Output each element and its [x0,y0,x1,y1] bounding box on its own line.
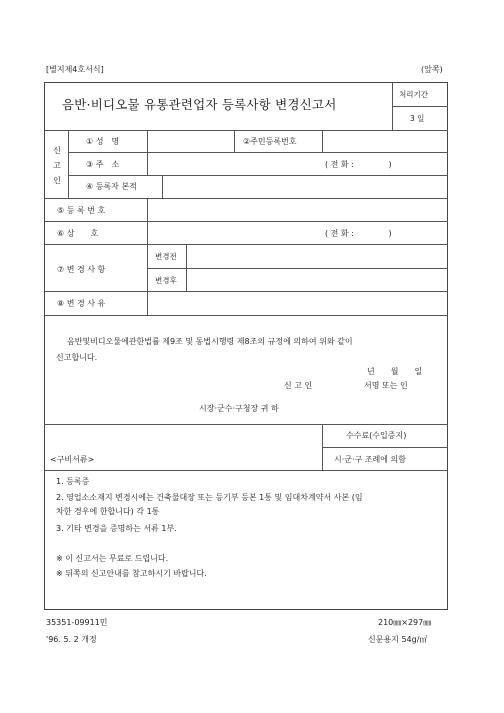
declaration-text-line2: 신고합니다. [56,353,98,362]
required-documents-label: <구비서류> [50,455,95,464]
address-label: ③ 주 소 [86,160,120,169]
changes-label: ⑦ 변 경 사 항 [57,265,106,274]
page-side: (앞쪽) [421,65,443,74]
revision-date: '96. 5. 2 개정 [46,635,97,644]
document-item: 3. 기타 변경을 증명하는 서류 1부. [56,524,177,533]
after-change-label: 변경후 [155,276,177,285]
name-field[interactable] [150,132,230,150]
processing-period-value: 3 일 [410,114,425,123]
address-field[interactable] [150,155,318,173]
paper-type: 신문용지 54g/㎡ [368,635,428,644]
form-code: 35351-09911민 [46,618,108,627]
signature-label: 서명 또는 인 [364,381,408,390]
before-change-label: 변경전 [155,252,177,261]
resident-number-label: ②주민등록번호 [243,137,297,146]
paper-size: 210㎜×297㎜ [378,618,432,627]
name-label: ① 성 명 [86,137,120,146]
form-number: [별지제4호서식] [46,65,104,74]
note-item: ※ 이 신고서는 무료로 드립니다. [56,554,169,563]
registration-number-label: ⑤ 등 록 번 호 [57,206,106,215]
applicant-side-label: 신 고 인 [53,146,61,185]
document-item: 1. 등록증 [56,477,90,486]
processing-period-label: 처리기간 [399,90,428,99]
trade-phone-label: ( 전 화 : ) [325,229,392,238]
registrant-domicile-field[interactable] [165,177,445,195]
change-reason-field[interactable] [150,293,445,312]
fee-label: 수수료(수입증지) [346,431,407,440]
resident-number-field[interactable] [325,132,445,150]
note-item: ※ 뒤쪽의 신고안내를 참고하시기 바랍니다. [56,569,207,578]
trade-name-label: ⑥ 상 호 [57,229,99,238]
before-change-field[interactable] [189,246,445,264]
form-title: 음반·비디오물 유통관련업자 등록사항 변경신고서 [62,97,337,112]
after-change-field[interactable] [189,270,445,288]
declaration-date: 년 월 일 [367,367,423,376]
declarant-label: 신 고 인 [284,381,313,390]
change-reason-label: ⑧ 변 경 사 유 [57,299,106,308]
registrant-domicile-label: ④ 등록자 본적 [86,182,137,191]
address-phone-label: ( 전 화 : ) [325,160,392,169]
document-item: 차한 경우에 한합니다) 각 1통 [56,507,160,516]
trade-name-field[interactable] [150,223,318,241]
document-item: 2. 영업소소재지 변경시에는 건축물대장 또는 등기부 등본 1통 및 임대차계약서 사본 (임 [56,493,363,502]
fee-value: 시·군·구 조례에 의함 [334,455,406,464]
recipient-label: 시장·군수·구청장 귀 하 [199,404,279,413]
declaration-text-line1: 음반및비디오물에관한법률 제9조 및 동법시행령 제8조의 규정에 의하여 위와 같이 [67,337,353,346]
registration-number-field[interactable] [150,200,445,218]
